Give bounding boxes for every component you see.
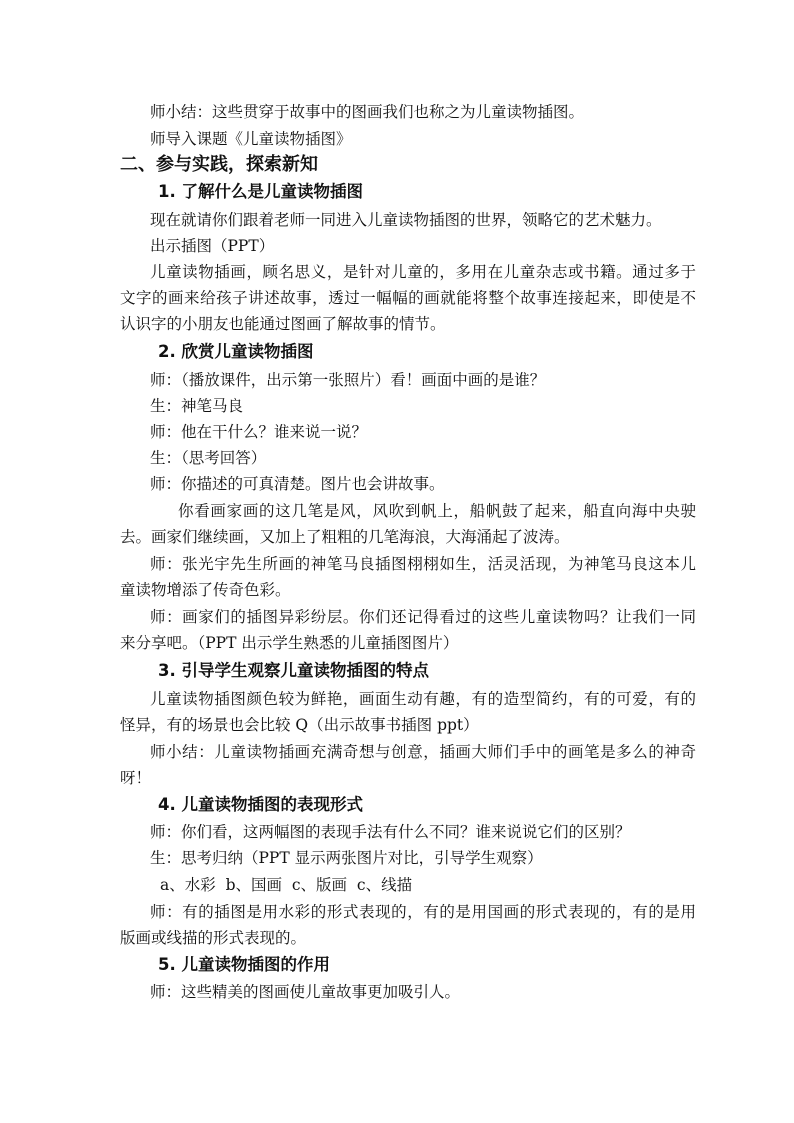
subheading-4: 4. 儿童读物插图的表现形式 (158, 795, 363, 814)
paragraph-line: 去。画家们继续画，又加上了粗粗的几笔海浪，大海涌起了波涛。 (120, 528, 570, 546)
topic-intro-line: 师导入课题《儿童读物插图》 (150, 130, 352, 148)
dialogue-line: 师：你描述的可真清楚。图片也会讲故事。 (150, 475, 445, 493)
paragraph-line: 儿童读物插图颜色较为鲜艳，画面生动有趣，有的造型简约，有的可爱，有的 (150, 690, 696, 708)
paragraph-line: 呀！ (120, 769, 152, 787)
section-heading-2: 二、参与实践，探索新知 (120, 154, 318, 175)
paragraph-line: 怪异，有的场景也会比较 Q（出示故事书插图 ppt） (120, 716, 479, 734)
dialogue-line: 师：有的插图是用水彩的形式表现的，有的是用国画的形式表现的，有的是用 (150, 903, 696, 921)
dialogue-line: 生：思考归纳（PPT 显示两张图片对比，引导学生观察） (150, 849, 543, 867)
dialogue-line: 师：这些精美的图画使儿童故事更加吸引人。 (150, 983, 461, 1001)
dialogue-line: 生：神笔马良 (150, 397, 244, 415)
summary-line: 师小结：儿童读物插画充满奇想与创意，插画大师们手中的画笔是多么的神奇 (150, 743, 696, 761)
dialogue-line: 生：（思考回答） (150, 449, 267, 467)
paragraph-line: 童读物增添了传奇色彩。 (120, 581, 291, 599)
summary-line: 师小结：这些贯穿于故事中的图画我们也称之为儿童读物插图。 (150, 103, 585, 121)
dialogue-line: 师：你们看，这两幅图的表现手法有什么不同？谁来说说它们的区别？ (150, 823, 631, 841)
subheading-5: 5. 儿童读物插图的作用 (158, 955, 330, 974)
subheading-1: 1. 了解什么是儿童读物插图 (158, 182, 363, 201)
paragraph-line: 认识字的小朋友也能通过图画了解故事的情节。 (120, 315, 446, 333)
paragraph-line: 来分享吧。（PPT 出示学生熟悉的儿童插图图片） (120, 634, 459, 652)
dialogue-line: 师：他在干什么？谁来说一说？ (150, 423, 368, 441)
paragraph-line: 你看画家画的这几笔是风，风吹到帆上，船帆鼓了起来，船直向海中央驶 (178, 502, 696, 520)
dialogue-line: 师：画家们的插图异彩纷层。你们还记得看过的这些儿童读物吗？让我们一同 (150, 608, 696, 626)
paragraph-line: 版画或线描的形式表现的。 (120, 929, 307, 947)
dialogue-line: 师：（播放课件，出示第一张照片）看！画面中画的是谁？ (150, 371, 546, 389)
paragraph-line: 现在就请你们跟着老师一同进入儿童读物插图的世界，领略它的艺术魅力。 (150, 211, 662, 229)
subheading-2: 2. 欣赏儿童读物插图 (158, 342, 314, 361)
dialogue-line: 师：张光宇先生所画的神笔马良插图栩栩如生，活灵活现，为神笔马良这本儿 (150, 555, 696, 573)
paragraph-line: 儿童读物插画，顾名思义，是针对儿童的，多用在儿童杂志或书籍。通过多于 (150, 263, 696, 281)
paragraph-line: 出示插图（PPT） (150, 237, 275, 255)
options-line: a、水彩 b、国画 c、版画 c、线描 (160, 876, 413, 894)
paragraph-line: 文字的画来给孩子讲述故事，透过一幅幅的画就能将整个故事连接起来，即使是不 (120, 289, 696, 307)
subheading-3: 3. 引导学生观察儿童读物插图的特点 (158, 661, 429, 680)
